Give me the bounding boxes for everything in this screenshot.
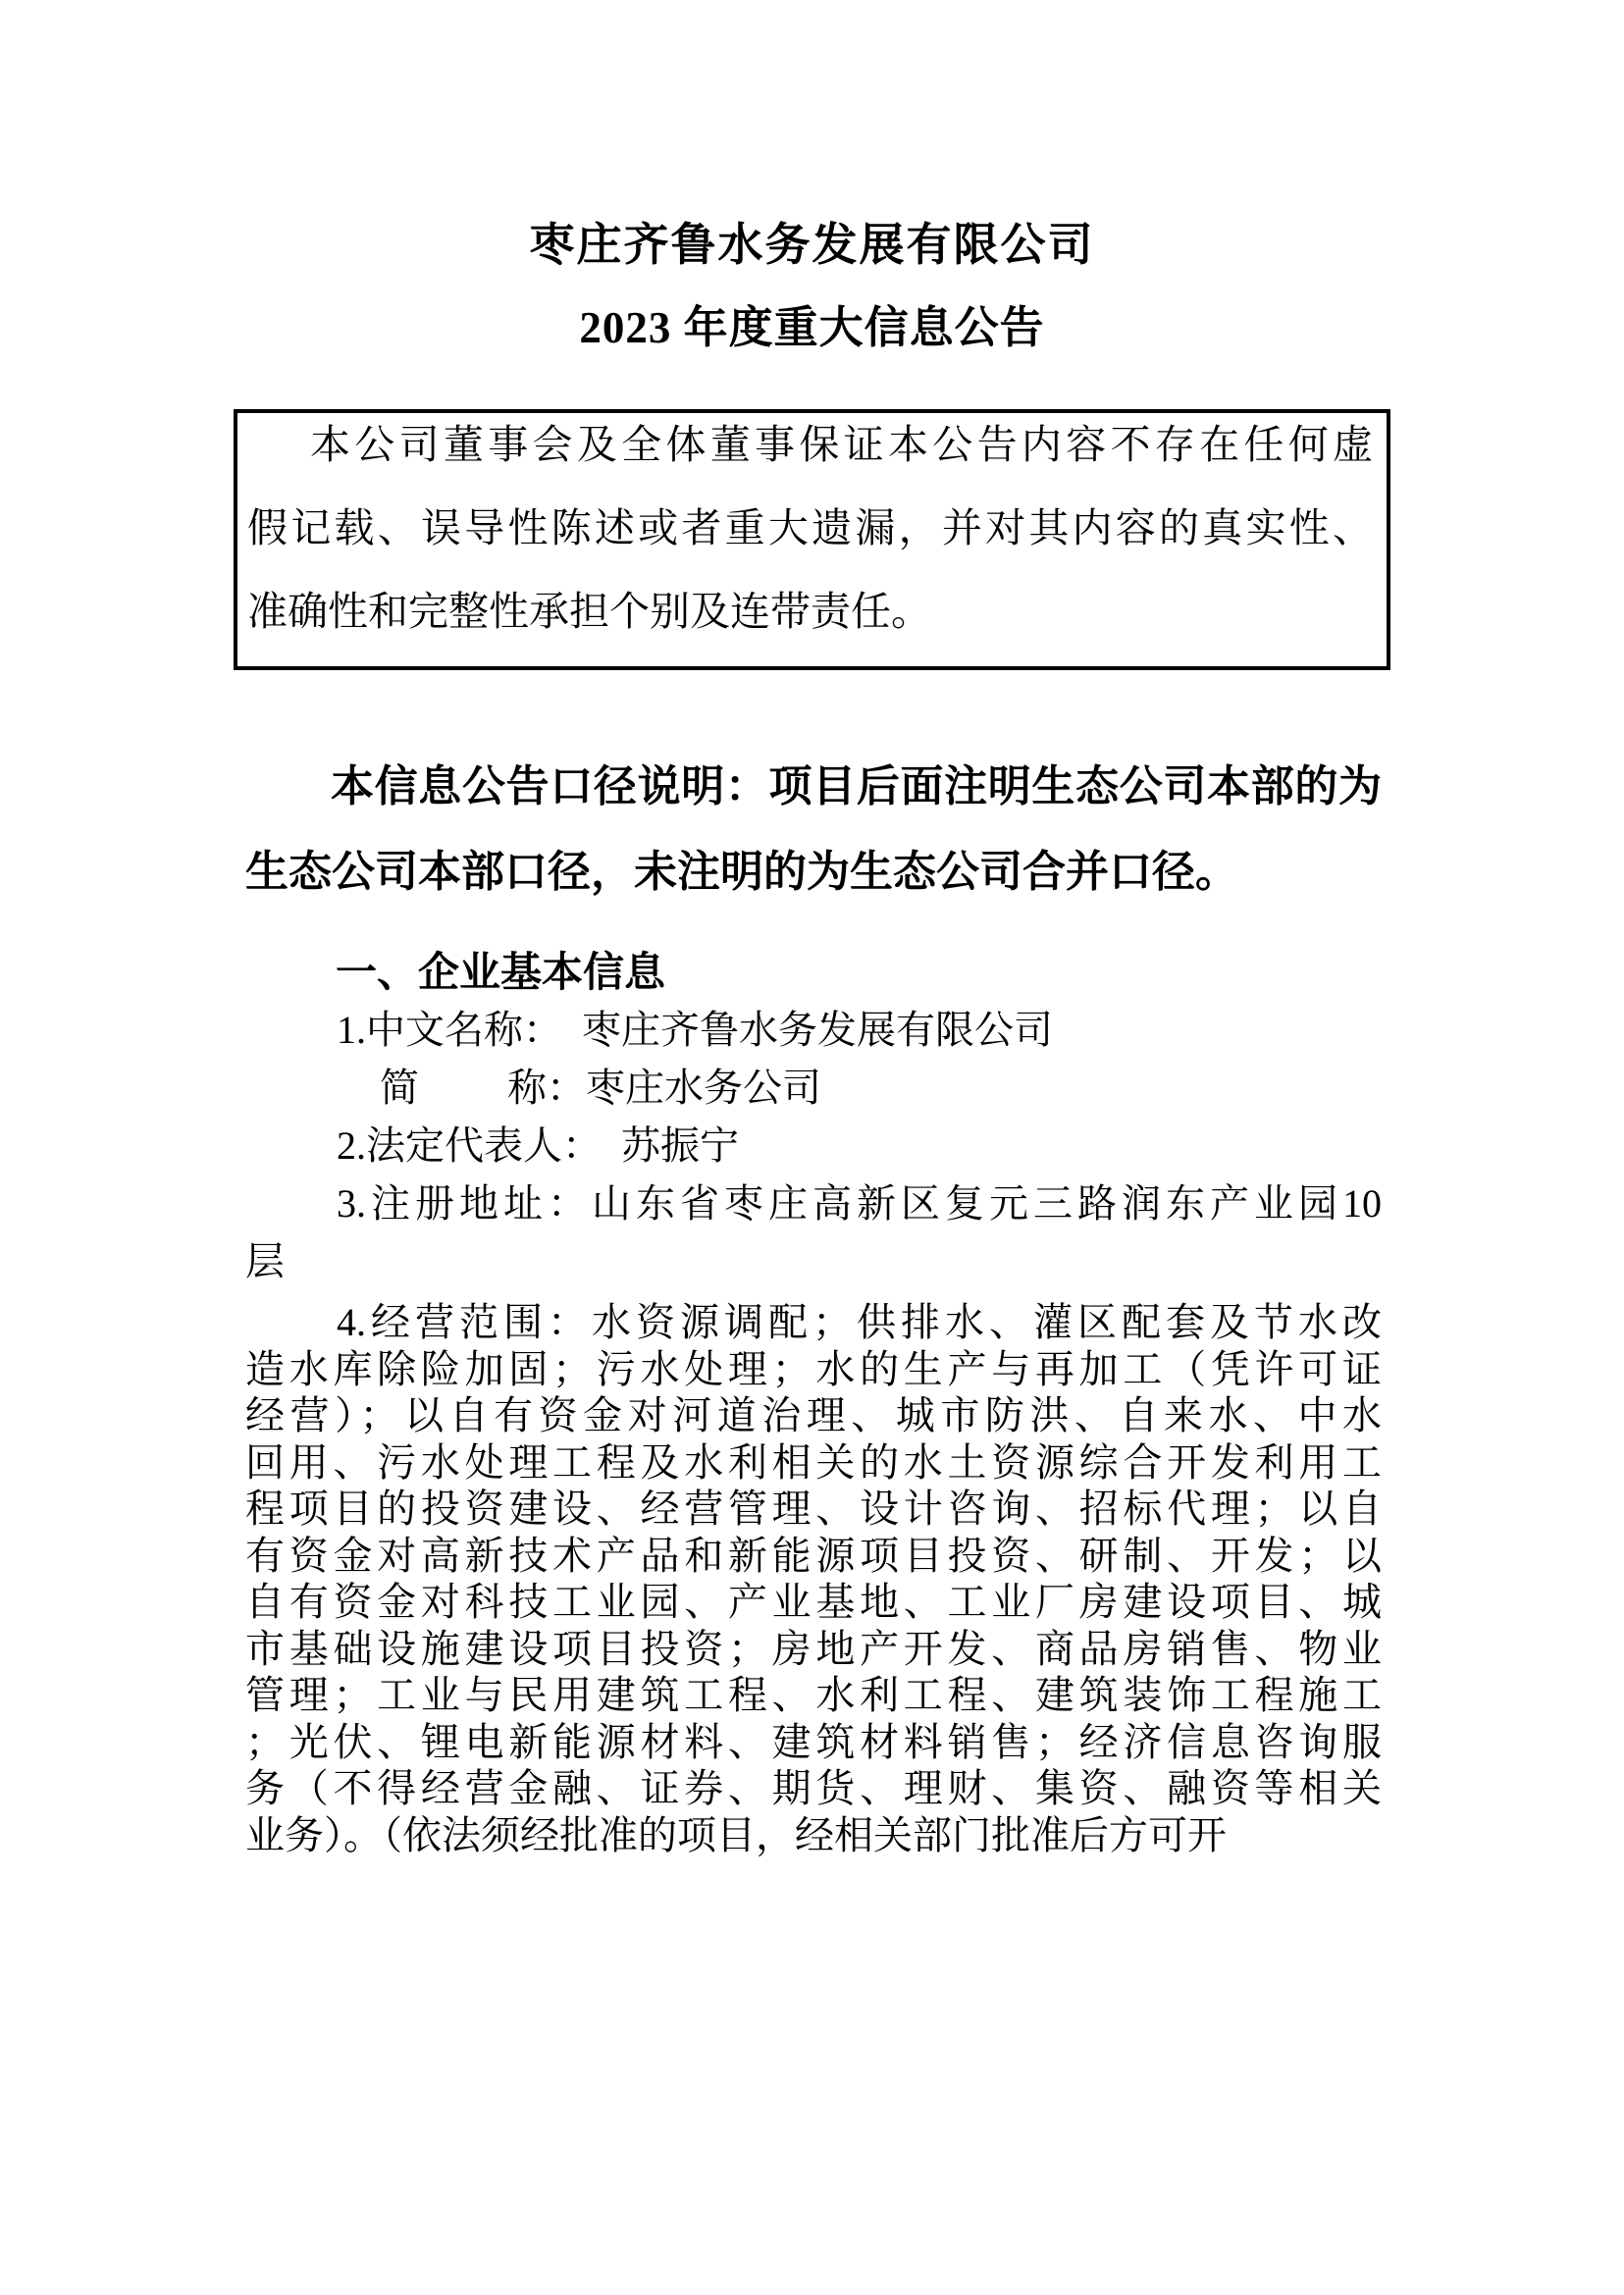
document-title: 枣庄齐鲁水务发展有限公司 (529, 220, 1095, 270)
basic-info-list (245, 1001, 1382, 1290)
text-line: 简 称：枣庄水务公司 (380, 1066, 821, 1110)
text-line: 自有资金对科技工业园、产业基地、工业厂房建设项目、城 (245, 1580, 1382, 1624)
text-line: 有资金对高新技术产品和新能源项目投资、研制、开发；以 (245, 1533, 1382, 1578)
text-line: 市基础设施建设项目投资；房地产开发、商品房销售、物业 (245, 1626, 1382, 1671)
section-heading-basic-info: 一、企业基本信息 (336, 951, 666, 996)
text-line: 本信息公告口径说明：项目后面注明生态公司本部的为 (331, 762, 1382, 810)
text-line: 程项目的投资建设、经营管理、设计咨询、招标代理；以自 (245, 1487, 1382, 1531)
document-subtitle: 2023 年度重大信息公告 (579, 303, 1045, 352)
text-line: 管理；工业与民用建筑工程、水利工程、建筑装饰工程施工 (245, 1673, 1382, 1717)
text-line: 层 (245, 1239, 285, 1283)
text-line: ；光伏、锂电新能源材料、建筑材料销售；经济信息咨询服 (245, 1719, 1382, 1764)
text-line: 生态公司本部口径，未注明的为生态公司合并口径。 (245, 848, 1238, 896)
text-line: 造水库除险加固；污水处理；水的生产与再加工（凭许可证 (245, 1346, 1382, 1391)
text-line: 本公司董事会及全体董事保证本公告内容不存在任何虚 (310, 422, 1373, 467)
text-line: 假记载、误导性陈述或者重大遗漏，并对其内容的真实性、 (247, 505, 1373, 550)
text-line: 务（不得经营金融、证券、期货、理财、集资、融资等相关 (245, 1766, 1382, 1810)
text-line: 1.中文名称： 枣庄齐鲁水务发展有限公司 (337, 1008, 1053, 1052)
board-statement-text (247, 403, 1373, 653)
text-line: 经营）；以自有资金对河道治理、城市防洪、自来水、中水 (245, 1393, 1382, 1437)
text-line: 准确性和完整性承担个别及连带责任。 (247, 589, 931, 634)
caliber-note (245, 744, 1382, 914)
text-line: 4.经营范围：水资源调配；供排水、灌区配套及节水改 (337, 1300, 1382, 1344)
board-statement-box (234, 409, 1390, 670)
text-line: 业务）。（依法须经批准的项目，经相关部门批准后方可开 (245, 1812, 1227, 1857)
text-line: 2.法定代表人： 苏振宁 (337, 1123, 739, 1168)
text-line: 3.注册地址：山东省枣庄高新区复元三路润东产业园10 (337, 1181, 1382, 1226)
business-scope-paragraph (245, 1299, 1382, 1858)
text-line: 回用、污水处理工程及水利相关的水土资源综合开发利用工 (245, 1439, 1382, 1485)
